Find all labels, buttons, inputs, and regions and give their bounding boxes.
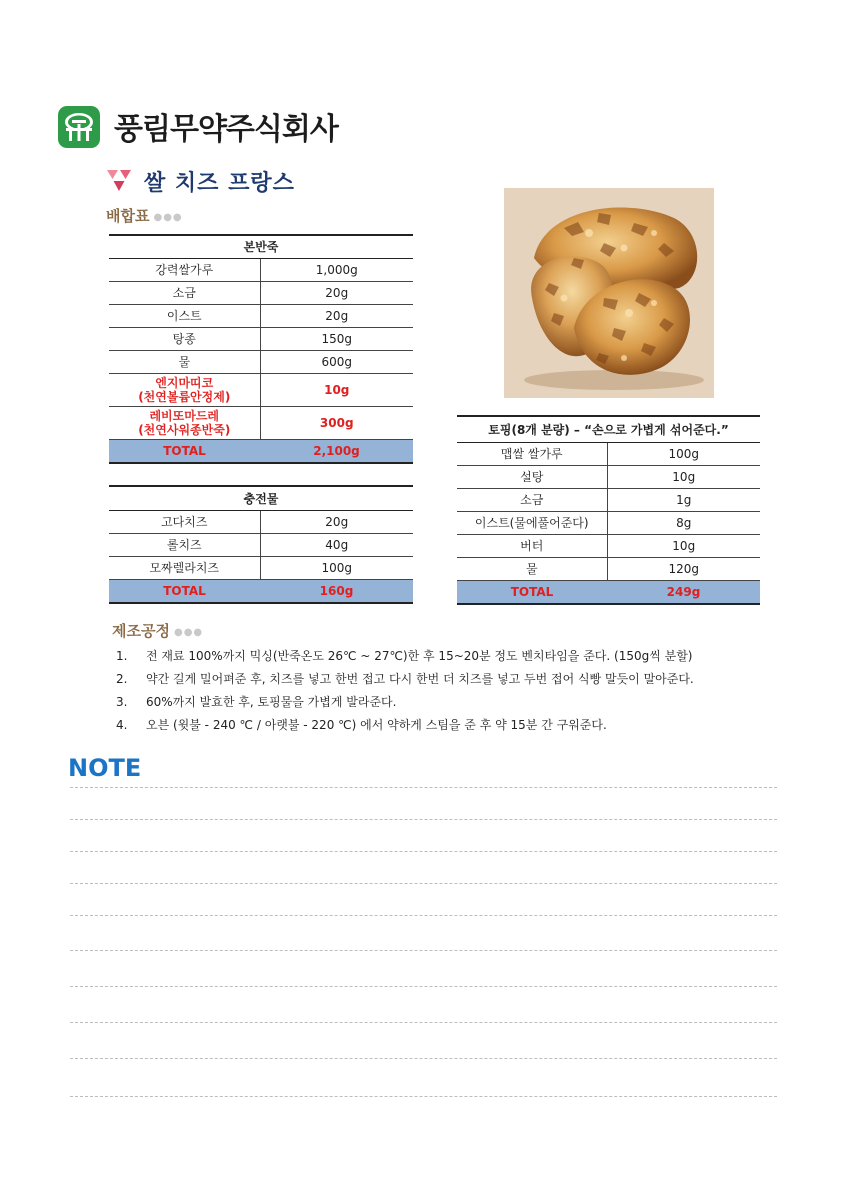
total-label: TOTAL [109, 579, 260, 603]
ingredient-note: (천연사워종반죽) [138, 422, 231, 437]
note-line [70, 851, 777, 852]
table-cell: 물 [109, 350, 260, 373]
table-cell: 600g [260, 350, 413, 373]
forest-tree-logo-icon [58, 106, 100, 148]
table-cell: 100g [607, 442, 760, 465]
cheese-bread-photo [504, 188, 714, 398]
table-cell: 10g [607, 534, 760, 557]
ingredient-note: (천연볼륨안정제) [138, 389, 231, 404]
table-cell: 이스트(물에풀어준다) [457, 511, 607, 534]
dots-decoration: ●●● [153, 211, 183, 223]
total-label: TOTAL [109, 439, 260, 463]
table-cell: 150g [260, 327, 413, 350]
table-cell: 120g [607, 557, 760, 580]
note-title: NOTE [68, 754, 142, 782]
table-cell: 고다치즈 [109, 510, 260, 533]
note-line [70, 787, 777, 788]
table-cell: 40g [260, 533, 413, 556]
table-cell: 롤치즈 [109, 533, 260, 556]
list-item: 1. 전 재료 100%까지 믹싱(반죽온도 26℃ ~ 27℃)한 후 15~20분 정도 벤치타임을 준다. (150g씩 분할) [116, 649, 693, 663]
note-line [70, 1096, 777, 1097]
table-cell: 이스트 [109, 304, 260, 327]
table-cell: 20g [260, 510, 413, 533]
table-cell [109, 373, 260, 406]
table-cell: 1g [607, 488, 760, 511]
table-cell: 300g [260, 406, 413, 439]
note-line [70, 1058, 777, 1059]
total-amount: 160g [260, 579, 413, 603]
note-line [70, 915, 777, 916]
note-line [70, 986, 777, 987]
table-cell [109, 406, 260, 439]
table-cell: 설탕 [457, 465, 607, 488]
table-cell: 20g [260, 304, 413, 327]
table-cell: 버터 [457, 534, 607, 557]
triangle-cluster-icon [106, 168, 132, 194]
table-cell: 10g [607, 465, 760, 488]
table-cell: 맵쌀 쌀가루 [457, 442, 607, 465]
note-line [70, 819, 777, 820]
table-cell: 100g [260, 556, 413, 579]
dots-decoration: ●●● [173, 626, 204, 638]
table-cell: 1,000g [260, 258, 413, 281]
list-item: 4. 오븐 (윗불 - 240 ℃ / 아랫불 - 220 ℃) 에서 약하게 스팀을 준 후 약 15분 간 구워준다. [116, 718, 607, 732]
table-cell: 탕종 [109, 327, 260, 350]
mix-table-label: 배합표 ●●● [106, 207, 183, 225]
dough-table-title: 본반죽 [109, 235, 413, 258]
ingredient-name: 엔지마띠코 [155, 375, 214, 390]
table-cell: 소금 [109, 281, 260, 304]
filling-table [109, 485, 413, 604]
process-steps [116, 645, 694, 737]
ingredient-name: 레비또마드레 [149, 408, 220, 423]
table-cell: 10g [260, 373, 413, 406]
process-label: 제조공정 ●●● [112, 622, 204, 640]
table-cell: 강력쌀가루 [109, 258, 260, 281]
total-amount: 2,100g [260, 439, 413, 463]
table-cell: 소금 [457, 488, 607, 511]
table-cell: 20g [260, 281, 413, 304]
dough-table [109, 234, 413, 464]
total-label: TOTAL [457, 580, 607, 604]
topping-table-title: 토핑(8개 분량) – “손으로 가볍게 섞어준다.” [457, 416, 760, 442]
table-cell: 물 [457, 557, 607, 580]
note-line [70, 883, 777, 884]
table-cell: 모짜렐라치즈 [109, 556, 260, 579]
company-name: 풍림무약주식회사 [114, 112, 338, 147]
table-cell: 8g [607, 511, 760, 534]
note-line [70, 950, 777, 951]
list-item: 2. 약간 길게 밀어펴준 후, 치즈를 넣고 한번 접고 다시 한번 더 치즈를 넣고 두번 접어 식빵 말듯이 말아준다. [116, 672, 694, 686]
recipe-title: 쌀 치즈 프랑스 [144, 171, 295, 196]
list-item: 3. 60%까지 발효한 후, 토핑물을 가볍게 발라준다. [116, 695, 397, 709]
note-line [70, 1022, 777, 1023]
topping-table [457, 415, 760, 605]
total-amount: 249g [607, 580, 760, 604]
filling-table-title: 충전물 [109, 486, 413, 510]
